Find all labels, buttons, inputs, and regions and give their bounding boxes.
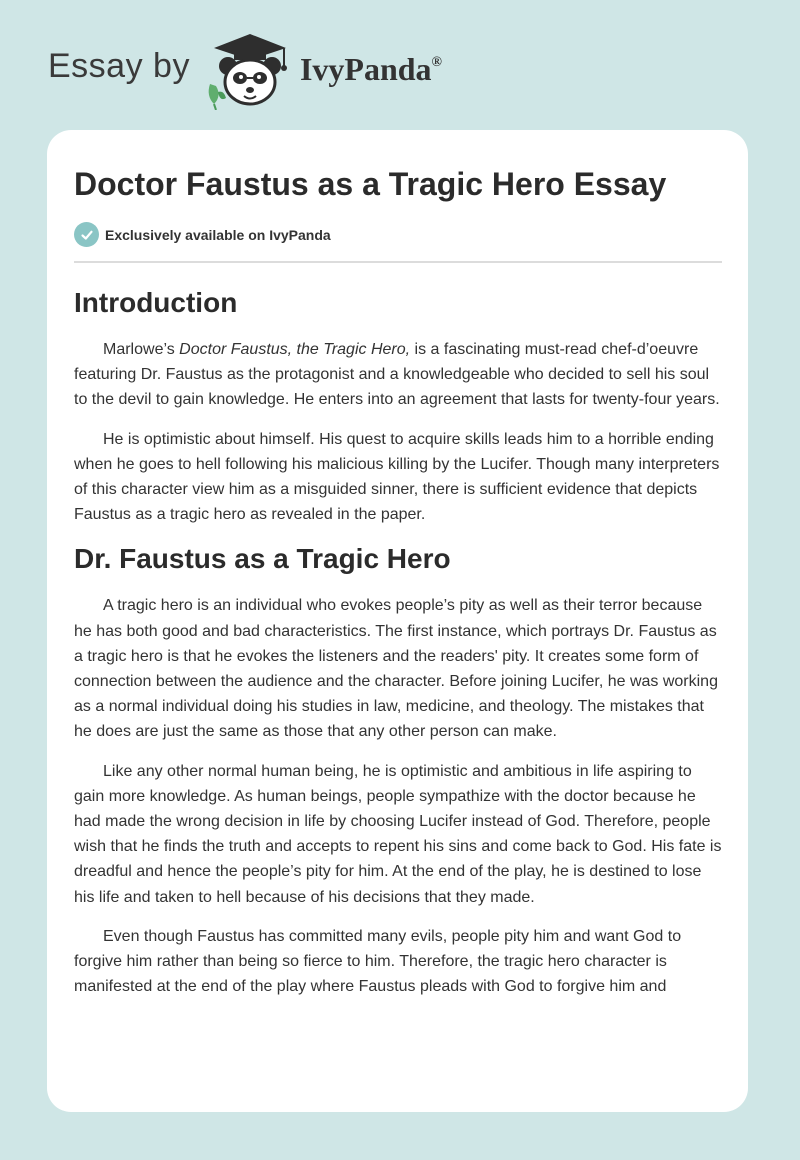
brand-name[interactable] — [300, 51, 442, 88]
check-circle-icon — [74, 222, 99, 247]
registered-mark: ® — [431, 54, 443, 70]
paragraph: A tragic hero is an individual who evokes people’s pity as well as their terror because he has both good and bad characteristics. The first instance, which portrays Dr. Faustus as a tragic hero is that he evokes the listeners and the readers' pity. It creates some form of connection between the audience and the character. Before joining Lucifer, he was working as a normal individual doing his studies in law, medicine, and theology. The mistakes that he does are just the same as those that any other person can make. — [74, 597, 718, 741]
divider — [74, 261, 722, 263]
panda-graduate-logo-icon[interactable] — [204, 30, 296, 110]
exclusive-label: Exclusively available on IvyPanda — [105, 226, 331, 243]
essay-by-label: Essay by — [48, 46, 190, 85]
paragraph-text: is a fascinating must-read chef-d’oeuvre featuring Dr. Faustus as the protagonist and a knowledgeable who decided to sell his soul to the devil to gain knowledge. He enters into an agreement that lasts for twenty-four years. — [74, 341, 720, 409]
section-heading-introduction: Introduction — [74, 287, 238, 318]
paragraph — [74, 337, 722, 413]
book-title: Doctor Faustus, the Tragic Hero, — [179, 341, 411, 358]
paragraph-text: Marlowe’s — [103, 341, 180, 358]
site-header — [48, 30, 442, 110]
paragraph: Even though Faustus has committed many evils, people pity him and want God to forgive him rather than being so fierce to him. Therefore, the tragic hero character is manifested at the end of the play where Faustus pleads with God to forgive him and — [74, 927, 682, 996]
paragraph: Like any other normal human being, he is optimistic and ambitious in life aspiring to gain more knowledge. As human beings, people sympathize with the doctor because he had made the wrong decision in life by choosing Lucifer instead of God. Therefore, people wish that he finds the truth and accepts to repent his sins and come back to God. His fate is dreadful and hence the people’s pity for him. At the end of the play, he is destined to lose his life and taken to hell because of his decisions that they made. — [74, 762, 722, 906]
brand-text: IvyPanda — [299, 50, 432, 87]
paragraph: He is optimistic about himself. His quest to acquire skills leads him to a horrible ending when he goes to hell following his malicious killing by the Lucifer. Though many interpreters of this character view him as a misguided sinner, there is sufficient evidence that depicts Faustus as a tragic hero as revealed in the paper. — [74, 430, 720, 524]
essay-card — [47, 130, 748, 1112]
section-heading-tragic-hero: Dr. Faustus as a Tragic Hero — [74, 543, 451, 575]
exclusive-badge — [74, 222, 722, 247]
page-title: Doctor Faustus as a Tragic Hero Essay — [74, 166, 667, 202]
